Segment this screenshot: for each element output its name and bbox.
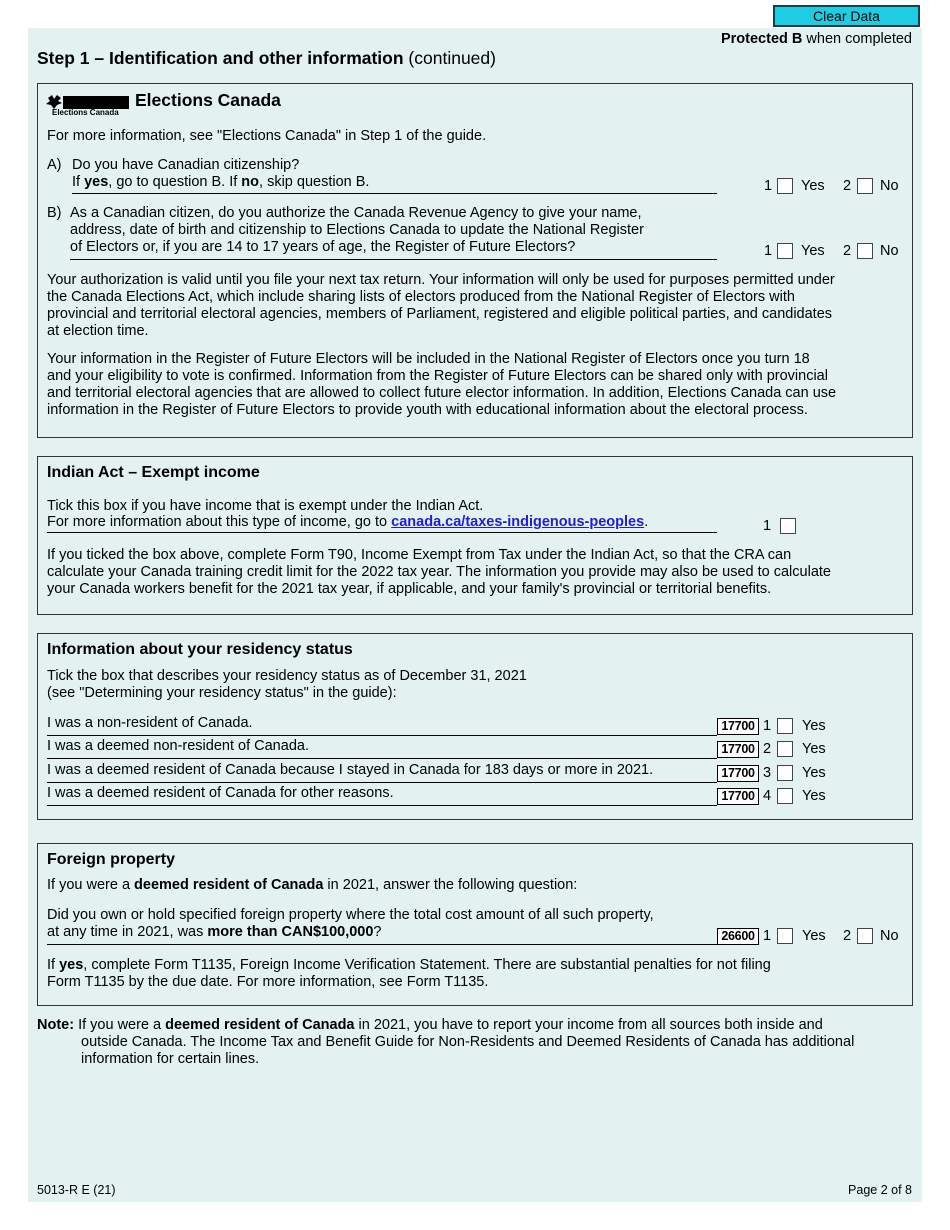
foreign-property-line1: Did you own or hold specified foreign property where the total cost amount of all such property, <box>47 907 654 923</box>
line-code: 17700 <box>717 718 759 735</box>
elections-para2-line: and your eligibility to vote is confirmed. Information from the Register of Future Electors can be shared only with provincial <box>47 368 828 384</box>
page-number: Page 2 of 8 <box>848 1183 912 1197</box>
line-code: 17700 <box>717 765 759 782</box>
question-a-underline <box>72 193 717 194</box>
deemed-resident-other-checkbox[interactable] <box>777 788 793 804</box>
residency-row-text: I was a deemed resident of Canada because I stayed in Canada for 183 days or more in 2021. <box>47 762 654 778</box>
question-b-underline <box>70 259 717 260</box>
residency-row-underline <box>47 782 717 783</box>
residency-row-label: Yes <box>802 718 826 734</box>
question-a-opt2-num: 2 <box>843 178 852 194</box>
elections-intro: For more information, see "Elections Canada" in Step 1 of the guide. <box>47 128 487 144</box>
elections-canada-heading: Elections Canada <box>135 90 281 110</box>
residency-row-text: I was a deemed non-resident of Canada. <box>47 738 309 754</box>
residency-row-underline <box>47 735 717 736</box>
line-code: 17700 <box>717 788 759 805</box>
note-line1: Note: If you were a deemed resident of Canada in 2021, you have to report your income from all sources both inside and <box>37 1017 823 1033</box>
citizenship-no-checkbox[interactable] <box>857 178 873 194</box>
residency-row-text: I was a deemed resident of Canada for other reasons. <box>47 785 394 801</box>
protected-notice: Protected B when completed <box>720 31 912 47</box>
foreign-property-underline <box>47 944 717 945</box>
question-b-line2: address, date of birth and citizenship to Elections Canada to update the National Register <box>70 222 644 238</box>
foreign-opt1-label: Yes <box>802 928 826 944</box>
elections-para2-line: and territorial electoral agencies that are allowed to collect future elector information. In addition, Elections Canada can use <box>47 385 837 401</box>
residency-row-num: 3 <box>763 765 772 781</box>
indian-act-para-line: calculate your Canada training credit limit for the 2022 tax year. The information you provide may also be used to calculate <box>47 564 831 580</box>
foreign-property-yes-checkbox[interactable] <box>777 928 793 944</box>
residency-row-num: 4 <box>763 788 772 804</box>
elections-para1-line: provincial and territorial electoral agencies, members of Parliament, registered and eligible political parties, and candidates <box>47 306 833 322</box>
foreign-property-after-line1: If yes, complete Form T1135, Foreign Income Verification Statement. There are substantial penalties for not filing <box>47 957 771 973</box>
residency-row-label: Yes <box>802 741 826 757</box>
residency-row-underline <box>47 758 717 759</box>
foreign-property-question: If you were a deemed resident of Canada in 2021, answer the following question: <box>47 877 578 893</box>
logo-text: Elections Canada <box>52 108 119 117</box>
page-title: Step 1 – Identification and other information (continued) <box>37 48 496 68</box>
residency-row-num: 1 <box>763 718 772 734</box>
note-line3: information for certain lines. <box>81 1051 260 1067</box>
authorize-yes-checkbox[interactable] <box>777 243 793 259</box>
residency-heading: Information about your residency status <box>47 641 353 658</box>
question-a-letter: A) <box>47 157 62 173</box>
line-code: 26600 <box>717 928 759 945</box>
residency-row-underline <box>47 805 717 806</box>
authorize-no-checkbox[interactable] <box>857 243 873 259</box>
foreign-property-after-line2: Form T1135 by the due date. For more information, see Form T1135. <box>47 974 489 990</box>
question-b-opt1-num: 1 <box>764 243 773 259</box>
question-b-opt2-num: 2 <box>843 243 852 259</box>
foreign-opt1-num: 1 <box>763 928 772 944</box>
residency-intro1: Tick the box that describes your residency status as of December 31, 2021 <box>47 668 527 684</box>
deemed-non-resident-checkbox[interactable] <box>777 741 793 757</box>
indian-act-para-line: your Canada workers benefit for the 2021 tax year, if applicable, and your family's provincial or territorial benefits. <box>47 581 772 597</box>
clear-data-button[interactable]: Clear Data <box>773 5 920 27</box>
question-b-line1: As a Canadian citizen, do you authorize the Canada Revenue Agency to give your name, <box>70 205 642 221</box>
residency-row-text: I was a non-resident of Canada. <box>47 715 253 731</box>
form-id: 5013-R E (21) <box>37 1183 116 1197</box>
indigenous-peoples-link[interactable]: canada.ca/taxes-indigenous-peoples <box>391 514 645 530</box>
indian-act-underline <box>47 532 717 533</box>
elections-canada-logo <box>45 93 129 117</box>
question-b-opt1-label: Yes <box>801 243 825 259</box>
residency-row-num: 2 <box>763 741 772 757</box>
question-a-line2: If yes, go to question B. If no, skip question B. <box>72 174 370 190</box>
indian-act-para-line: If you ticked the box above, complete Form T90, Income Exempt from Tax under the Indian Act, so that the CRA can <box>47 547 792 563</box>
residency-row-label: Yes <box>802 765 826 781</box>
residency-intro2: (see "Determining your residency status" in the guide): <box>47 685 397 701</box>
indian-act-line1: Tick this box if you have income that is exempt under the Indian Act. <box>47 498 484 514</box>
question-b-line3: of Electors or, if you are 14 to 17 years of age, the Register of Future Electors? <box>70 239 576 255</box>
question-a-opt1-label: Yes <box>801 178 825 194</box>
elections-para2-line: Your information in the Register of Future Electors will be included in the National Register of Electors once you turn 18 <box>47 351 810 367</box>
question-a-opt2-label: No <box>880 178 899 194</box>
line-code: 17700 <box>717 741 759 758</box>
foreign-property-no-checkbox[interactable] <box>857 928 873 944</box>
question-a-line1: Do you have Canadian citizenship? <box>72 157 300 173</box>
foreign-opt2-num: 2 <box>843 928 852 944</box>
indian-act-box-num: 1 <box>763 518 772 534</box>
elections-para2-line: information in the Register of Future Electors to provide youth with educational information about the electoral process. <box>47 402 808 418</box>
elections-para1-line: the Canada Elections Act, which include sharing lists of electors produced from the National Register of Electors with <box>47 289 795 305</box>
foreign-property-heading: Foreign property <box>47 851 176 868</box>
elections-para1-line: at election time. <box>47 323 149 339</box>
indian-act-line2: For more information about this type of income, go to canada.ca/taxes-indigenous-peoples. <box>47 514 649 530</box>
elections-para1-line: Your authorization is valid until you file your next tax return. Your information will only be used for purposes permitted under <box>47 272 835 288</box>
question-a-opt1-num: 1 <box>764 178 773 194</box>
deemed-resident-183-days-checkbox[interactable] <box>777 765 793 781</box>
citizenship-yes-checkbox[interactable] <box>777 178 793 194</box>
non-resident-checkbox[interactable] <box>777 718 793 734</box>
exempt-income-checkbox[interactable] <box>780 518 796 534</box>
foreign-property-line2: at any time in 2021, was more than CAN$100,000? <box>47 924 382 940</box>
note-line2: outside Canada. The Income Tax and Benefit Guide for Non-Residents and Deemed Residents of Canada has additional <box>81 1034 855 1050</box>
foreign-opt2-label: No <box>880 928 899 944</box>
residency-row-label: Yes <box>802 788 826 804</box>
indian-act-heading: Indian Act – Exempt income <box>47 464 260 481</box>
question-b-letter: B) <box>47 205 62 221</box>
question-b-opt2-label: No <box>880 243 899 259</box>
